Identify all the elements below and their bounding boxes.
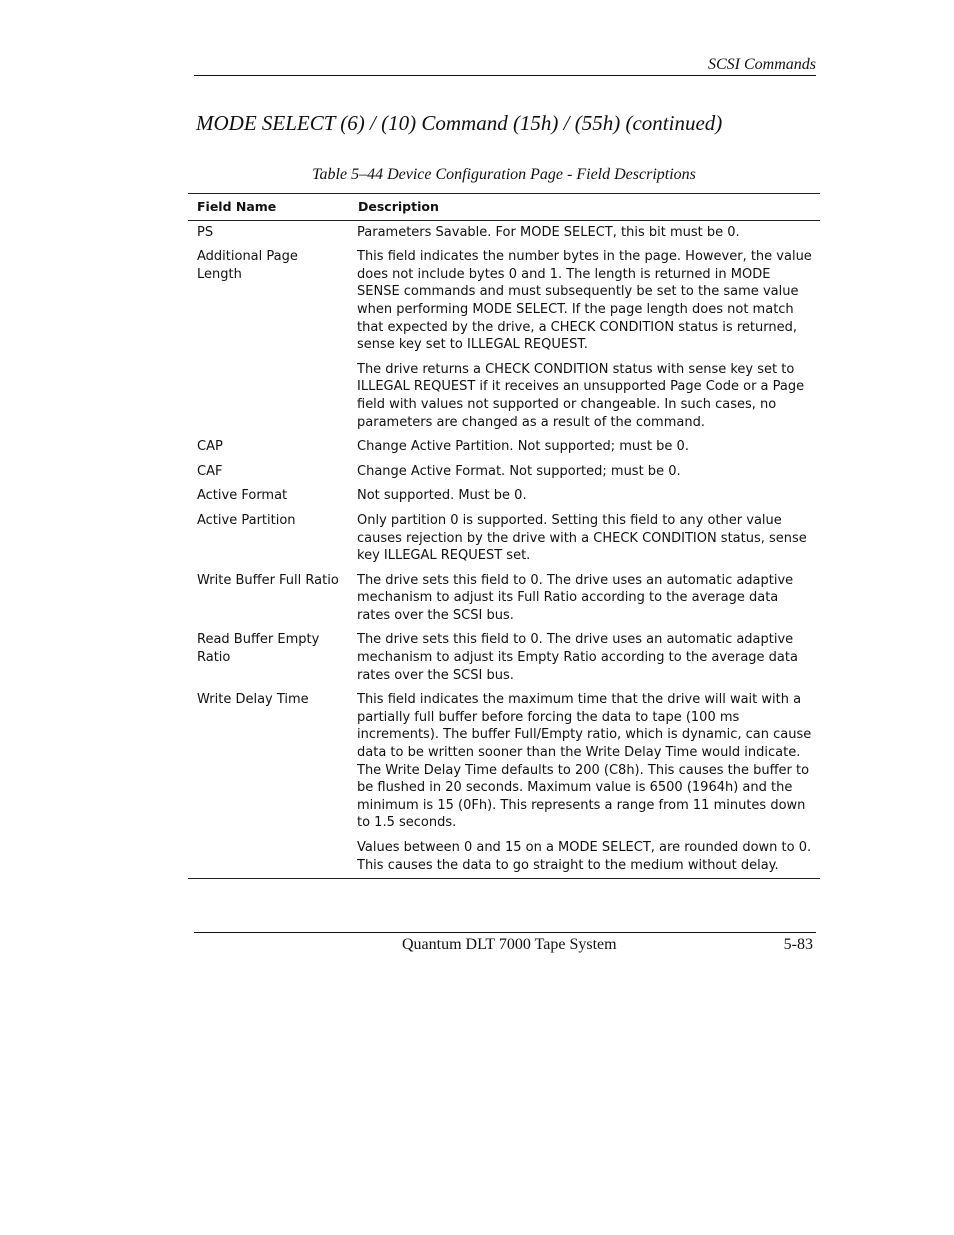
field-name-cell: Write Buffer Full Ratio — [197, 572, 339, 588]
table-row — [188, 509, 820, 569]
field-description-cell — [349, 460, 820, 485]
description-paragraph: The drive sets this field to 0. The drive uses an automatic adaptive mechanism to adjust its Empty Ratio according to the average data rates over the SCSI bus. — [357, 632, 798, 683]
table-header-row — [188, 194, 820, 221]
field-description-cell — [349, 220, 820, 245]
field-description-cell — [349, 435, 820, 460]
description-paragraph: The drive sets this field to 0. The drive uses an automatic adaptive mechanism to adjust its Full Ratio according to the average data rates over the SCSI bus. — [357, 572, 794, 623]
table-row — [188, 220, 820, 245]
field-description-cell — [349, 569, 820, 629]
footer-title: Quantum DLT 7000 Tape System — [402, 936, 617, 953]
field-description-cell — [349, 509, 820, 569]
description-paragraph: Values between 0 and 15 on a MODE SELECT, are rounded down to 0. This causes the data to go straight to the medium without delay. — [357, 840, 812, 873]
field-name-cell: Active Format — [197, 488, 288, 504]
field-name-cell: Active Partition — [197, 512, 296, 528]
table-row — [188, 460, 820, 485]
description-paragraph: Not supported. Must be 0. — [357, 488, 527, 504]
field-description-table — [188, 193, 820, 879]
header-section-label: SCSI Commands — [707, 56, 816, 73]
field-description-cell — [349, 484, 820, 509]
table-row — [188, 484, 820, 509]
field-description-cell — [349, 628, 820, 688]
table-row — [188, 628, 820, 688]
table-caption: Table 5–44 Device Configuration Page - Field Descriptions — [312, 166, 696, 183]
description-paragraph: This field indicates the number bytes in the page. However, the value does not include bytes 0 and 1. The length is returned in MODE SENSE commands and must subsequently be set to the same value when performing MODE SELECT. If the page length does not match that expected by the drive, a CHECK CONDITION status is returned, sense key set to ILLEGAL REQUEST. — [357, 249, 812, 353]
table-row — [188, 435, 820, 460]
field-name-cell: Additional Page Length — [197, 249, 298, 282]
field-name-cell: CAF — [197, 463, 223, 479]
description-paragraph: Change Active Partition. Not supported; must be 0. — [357, 439, 689, 455]
running-footer — [194, 932, 816, 957]
field-name-cell: PS — [197, 224, 214, 240]
table-row — [188, 688, 820, 878]
page-title: MODE SELECT (6) / (10) Command (15h) / (55h) (continued) — [196, 111, 723, 135]
page-number: 5-83 — [783, 936, 813, 953]
description-paragraph: Change Active Format. Not supported; must be 0. — [357, 463, 681, 479]
description-paragraph: Only partition 0 is supported. Setting this field to any other value causes rejection by the drive with a CHECK CONDITION status, sense key ILLEGAL REQUEST set. — [357, 512, 807, 564]
column-header-field-name: Field Name — [188, 194, 349, 221]
description-paragraph: This field indicates the maximum time that the drive will wait with a partially full buffer before forcing the data to tape (100 ms increments). The buffer Full/Empty ratio, which is dynamic, can cause data to be written sooner than the Write Delay Time would indicate. The Write Delay Time defaults to 200 (C8h). This causes the buffer to be flushed in 20 seconds. Maximum value is 6500 (1964h) and the minimum is 15 (0Fh). This represents a range from 11 minutes down to 1.5 seconds. — [357, 692, 812, 831]
table-body — [188, 220, 820, 879]
column-header-description: Description — [349, 194, 820, 221]
description-paragraph: Parameters Savable. For MODE SELECT, this bit must be 0. — [357, 224, 740, 240]
field-name-cell: Read Buffer Empty Ratio — [197, 632, 320, 666]
field-description-cell — [349, 688, 820, 878]
field-name-cell: Write Delay Time — [197, 692, 309, 708]
description-paragraph: The drive returns a CHECK CONDITION status with sense key set to ILLEGAL REQUEST if it receives an unsupported Page Code or a Page field with values not supported or changeable. In such cases, no parameters are changed as a result of the command. — [357, 361, 805, 430]
table-row — [188, 245, 820, 435]
table-row — [188, 569, 820, 629]
field-description-cell — [349, 245, 820, 435]
running-header — [194, 55, 816, 76]
field-name-cell: CAP — [197, 439, 223, 455]
